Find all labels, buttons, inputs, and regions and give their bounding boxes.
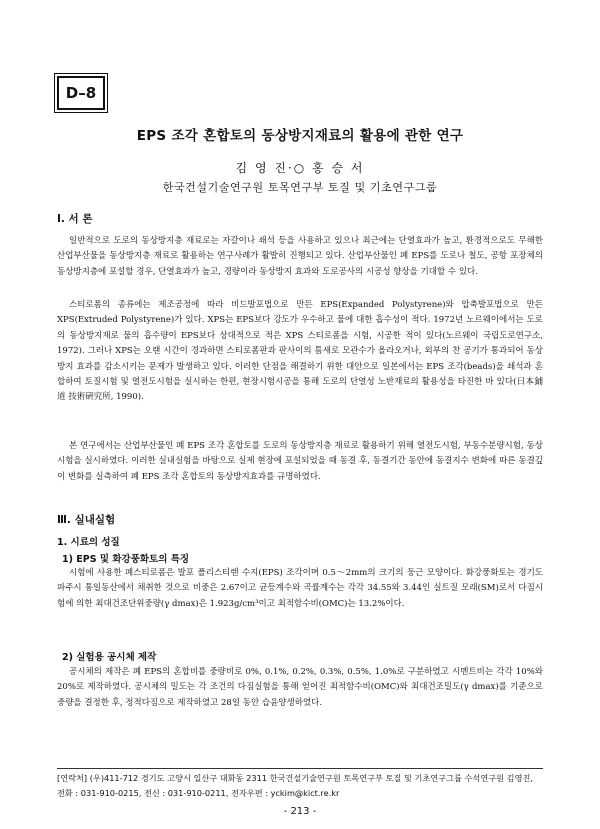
- intro-paragraph-2: 스티로폼의 종류에는 제조공정에 따라 비드발포법으로 만든 EPS(Expanded Polystyrene)와 압축발포법으로 만든 XPS(Extruded Polystyrene)가 있다. XPS는 EPS보다 강도가 우수하고 물에 대한 흡수성이 적다. 1972년 노르웨이에서는 도로의 동상방지재로 물의 흡수량이 EPS보다 상대적으로 적은 XPS 스티로폼을 시험, 시공한 적이 있다(노르웨이 국립도로연구소, 1972). 그러나 XPS는 오랜 시간이 경과하면 스티로폼판과 판사이의 틈새로 모관수가 올라오거나, 외부의 찬 공기가 통과되어 동상방지 효과를 감소시키는 문제가 발생하고 있다. 이러한 단점을 해결하기 위한 대안으로 일본에서는 EPS 조각(beads)을 쇄석과 혼합하여 토질시험 및 열전도시험을 실시하는 한편, 현장시험시공을 통해 도로의 단열성 노반재료의 활용성을 타진한 바 있다(日本鋪道 技術硏究所, 1990).: [57, 300, 543, 403]
- paper-title: EPS 조각 혼합토의 동상방지재료의 활용에 관한 연구: [136, 128, 464, 144]
- footer-rule: [57, 768, 543, 769]
- subsection-heading-eps: 1) EPS 및 화강풍화토의 특징: [62, 554, 190, 565]
- intro-paragraph-3: 본 연구에서는 산업부산물인 폐 EPS 조각 혼합토를 도로의 동상방지층 재료로 활용하기 위해 열전도시험, 부동수분량시험, 동상시험을 실시하였다. 이러한 실내실험을 바탕으로 실제 현장에 포설되었을 때 동결 후, 동결기간 동안에 동결지수 변화에 따른 동결깊이 변화를 실측하여 폐 EPS 조각 혼합토의 동상방지효과를 규명하였다.: [57, 441, 543, 482]
- affiliation: 한국건설기술연구원 토목연구부 토질 및 기초연구그룹: [162, 181, 438, 194]
- section-heading-lab-test: Ⅲ. 실내실험: [57, 514, 116, 526]
- page-number: - 213 -: [283, 806, 317, 817]
- subsection-heading-specimen: 2) 실험용 공시체 제작: [62, 652, 157, 663]
- section-heading-introduction: Ⅰ. 서 론: [57, 213, 93, 225]
- specimen-paragraph: 공시체의 제작은 폐 EPS의 혼합비를 중량비로 0%, 0.1%, 0.2%, 0.3%, 0.5%, 1.0%로 구분하였고 시멘트비는 각각 10%와 20%로 제작하였다. 공시체의 밀도는 각 조건의 다짐실험을 통해 얻어진 최적함수비(OMC)와 최대건조밀도(γ dmax)를 기준으로 중량을 결정한 후, 정적다짐으로 제작하였고 28일 동안 습윤양생하였다.: [57, 667, 543, 708]
- intro-paragraph-1: 일반적으로 도로의 동상방지층 재료로는 자갈이나 쇄석 등을 사용하고 있으나 최근에는 단열효과가 높고, 환경적으로도 무해한 산업부산물을 동상방지층 재료로 활용하는 연구사례가 활발히 진행되고 있다. 산업부산물인 폐 EPS를 도로나 철도, 공항 포장체의 동상방지층에 포설할 경우, 단열효과가 높고, 경량이라 동상방지 효과와 도로공사의 시공성 향상을 기대할 수 있다.: [57, 236, 543, 277]
- authors: 김 영 진·○ 홍 승 서: [235, 161, 365, 175]
- sample-paragraph: 시험에 사용한 폐스티로폼은 발포 폴리스티렌 수지(EPS) 조각이며 0.5～2mm의 크기의 둥근 모양이다. 화강풍화토는 경기도 파주시 통일동산에서 채취한 것으로 비중은 2.67이고 균등계수와 곡률계수는 각각 34.55와 3.44인 실트질 모래(SM)로서 다짐시험에 의한 최대건조단위중량(γ dmax)은 1.923g/cm³이고 최적함수비(OMC)는 13.2%이다.: [57, 568, 543, 609]
- contact-footer: [연락처] (우)411-712 경기도 고양시 일산구 대화동 2311 한국건설기술연구원 토목연구부 토질 및 기초연구그룹 수석연구원 김영진, 전화 : 031-910-0215, 전신 : 031-910-0211, 전자우편 : yckim@kict.re.kr: [57, 773, 533, 798]
- paper-code-box: D–8: [57, 76, 105, 110]
- subsection-heading-sample: 1. 시료의 성질: [57, 537, 120, 548]
